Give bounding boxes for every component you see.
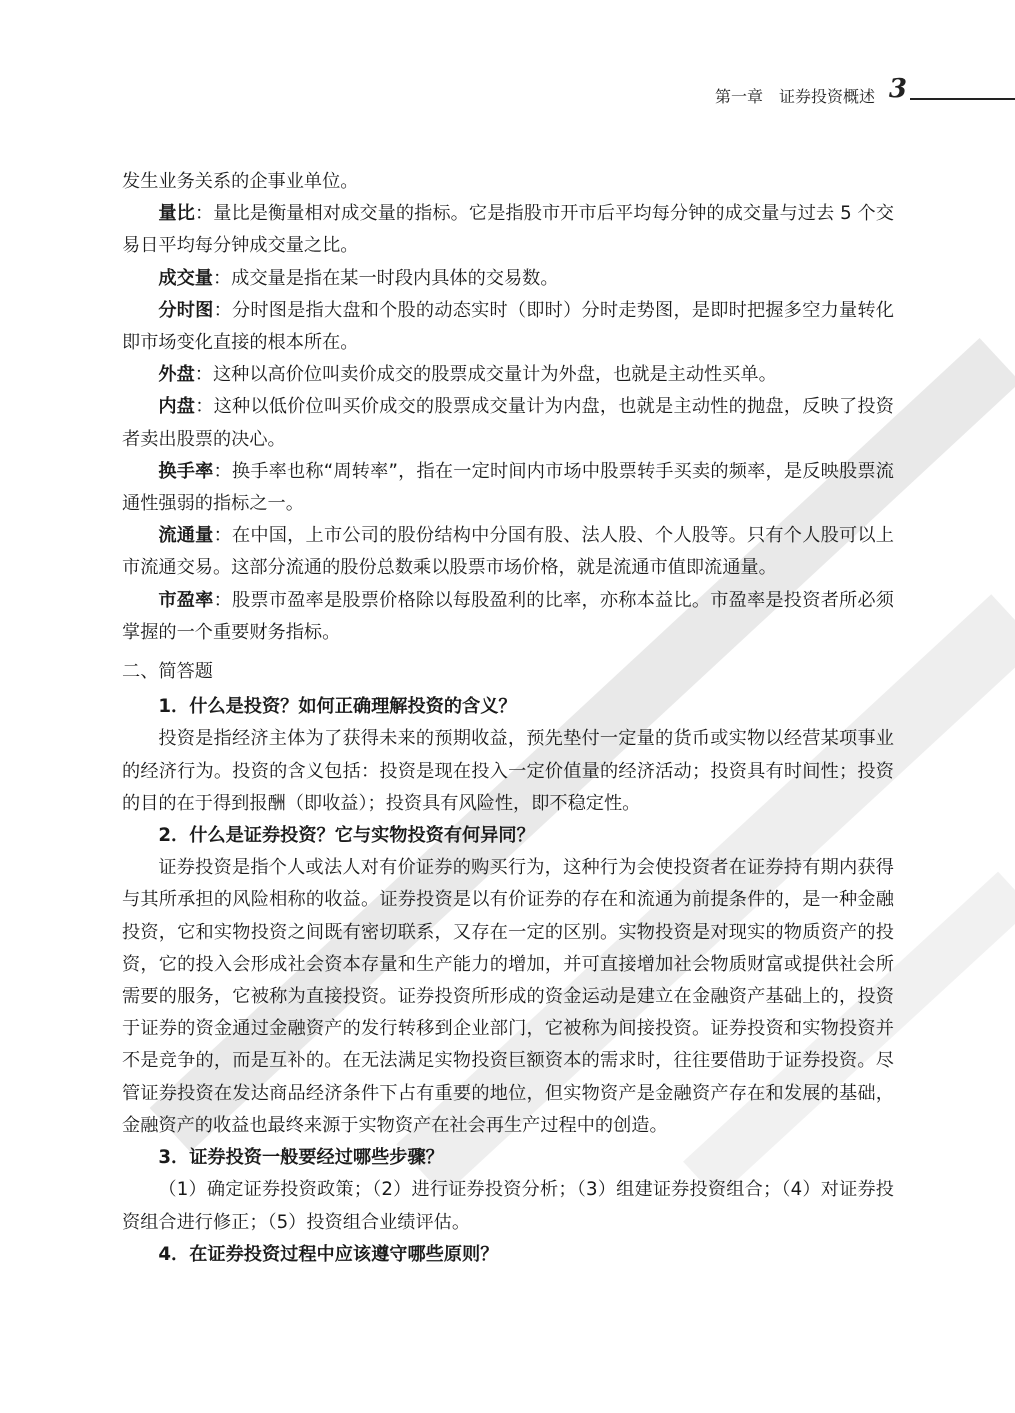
term: 量比 (158, 203, 195, 225)
definition-shiyinglv (122, 585, 894, 649)
term: 流通量 (158, 525, 214, 547)
question-heading: 1．什么是投资？如何正确理解投资的含义？ (158, 696, 517, 718)
answer-paragraph: 证券投资是指个人或法人对有价证券的购买行为，这种行为会使投资者在证券持有期内获得与其所承担的风险相称的收益。证券投资是以有价证券的存在和流通为前提条件的，是一种金融投资，它和实物投资之间既有密切联系，又存在一定的区别。实物投资是对现实的物质资产的投资，它的投入会形成社会资本存量和生产能力的增加，并可直接增加社会物质财富或提供社会所需要的服务，它被称为直接投资。证券投资所形成的资金运动是建立在金融资产基础上的，投资于证券的资金通过金融资产的发行转移到企业部门，它被称为间接投资。证券投资和实物投资并不是竞争的，而是互补的。在无法满足实物投资巨额资本的需求时，往往要借助于证券投资。尽管证券投资在发达商品经济条件下占有重要的地位，但实物资产是金融资产存在和发展的基础，金融资产的收益也最终来源于实物资产在社会再生产过程中的创造。 (122, 857, 894, 1136)
definition-text: ：在中国，上市公司的股份结构中分国有股、法人股、个人股等。只有个人股可以上市流通交易。这部分流通的股份总数乘以股票市场价格，就是流通市值即流通量。 (122, 525, 894, 579)
paragraph-continuation (122, 166, 894, 198)
definition-neipan (122, 391, 894, 455)
page-body (122, 166, 894, 1271)
running-header (0, 74, 1015, 108)
definition-text: ：成交量是指在某一时段内具体的交易数。 (212, 267, 559, 289)
definition-liutongliang (122, 520, 894, 584)
page-number: 3 (888, 74, 907, 104)
question-heading: 2．什么是证券投资？它与实物投资有何异同？ (158, 825, 535, 847)
header-rule (910, 98, 1015, 100)
definition-waipan (122, 359, 894, 391)
definition-chengjiaoliang (122, 263, 894, 295)
paragraph-text: 发生业务关系的企事业单位。 (122, 171, 359, 192)
term: 成交量 (158, 267, 213, 289)
definition-fenshitu (122, 295, 894, 359)
definition-text: ：这种以低价位叫买价成交的股票成交量计为内盘，也就是主动性的抛盘，反映了投资者卖出股票的决心。 (122, 396, 894, 450)
definition-huanshoulv (122, 456, 894, 520)
term: 换手率 (158, 460, 214, 482)
definition-text: ：换手率也称“周转率”，指在一定时间内市场中股票转手买卖的频率，是反映股票流通性强弱的指标之一。 (122, 460, 894, 515)
term: 分时图 (158, 299, 214, 321)
term: 内盘 (158, 396, 196, 418)
definition-text: ：这种以高价位叫卖价成交的股票成交量计为外盘，也就是主动性买单。 (194, 364, 777, 386)
definition-text: ：股票市盈率是股票价格除以每股盈利的比率，亦称本益比。市盈率是投资者所必须掌握的一个重要财务指标。 (122, 589, 894, 643)
answer-paragraph: 投资是指经济主体为了获得未来的预期收益，预先垫付一定量的货币或实物以经营某项事业的经济行为。投资的含义包括：投资是现在投入一定价值量的经济活动；投资具有时间性；投资的目的在于得到报酬（即收益）；投资具有风险性，即不稳定性。 (122, 728, 894, 814)
chapter-title: 第一章 证券投资概述 (714, 87, 875, 106)
definition-text: ：量比是衡量相对成交量的指标。它是指股市开市后平均每分钟的成交量与过去 5 个交易日平均每分钟成交量之比。 (122, 203, 894, 257)
definition-liangbi (122, 198, 894, 262)
section-heading: 二、简答题 (122, 661, 213, 683)
question-heading: 3．证券投资一般要经过哪些步骤？ (158, 1147, 444, 1169)
term: 市盈率 (158, 589, 214, 611)
definition-text: ：分时图是指大盘和个股的动态实时（即时）分时走势图，是即时把握多空力量转化即市场变化直接的根本所在。 (122, 299, 894, 354)
question-heading: 4．在证券投资过程中应该遵守哪些原则？ (158, 1243, 499, 1265)
answer-paragraph: （1）确定证券投资政策；（2）进行证券投资分析；（3）组建证券投资组合；（4）对证券投资组合进行修正；（5）投资组合业绩评估。 (122, 1179, 894, 1233)
term: 外盘 (158, 364, 195, 386)
